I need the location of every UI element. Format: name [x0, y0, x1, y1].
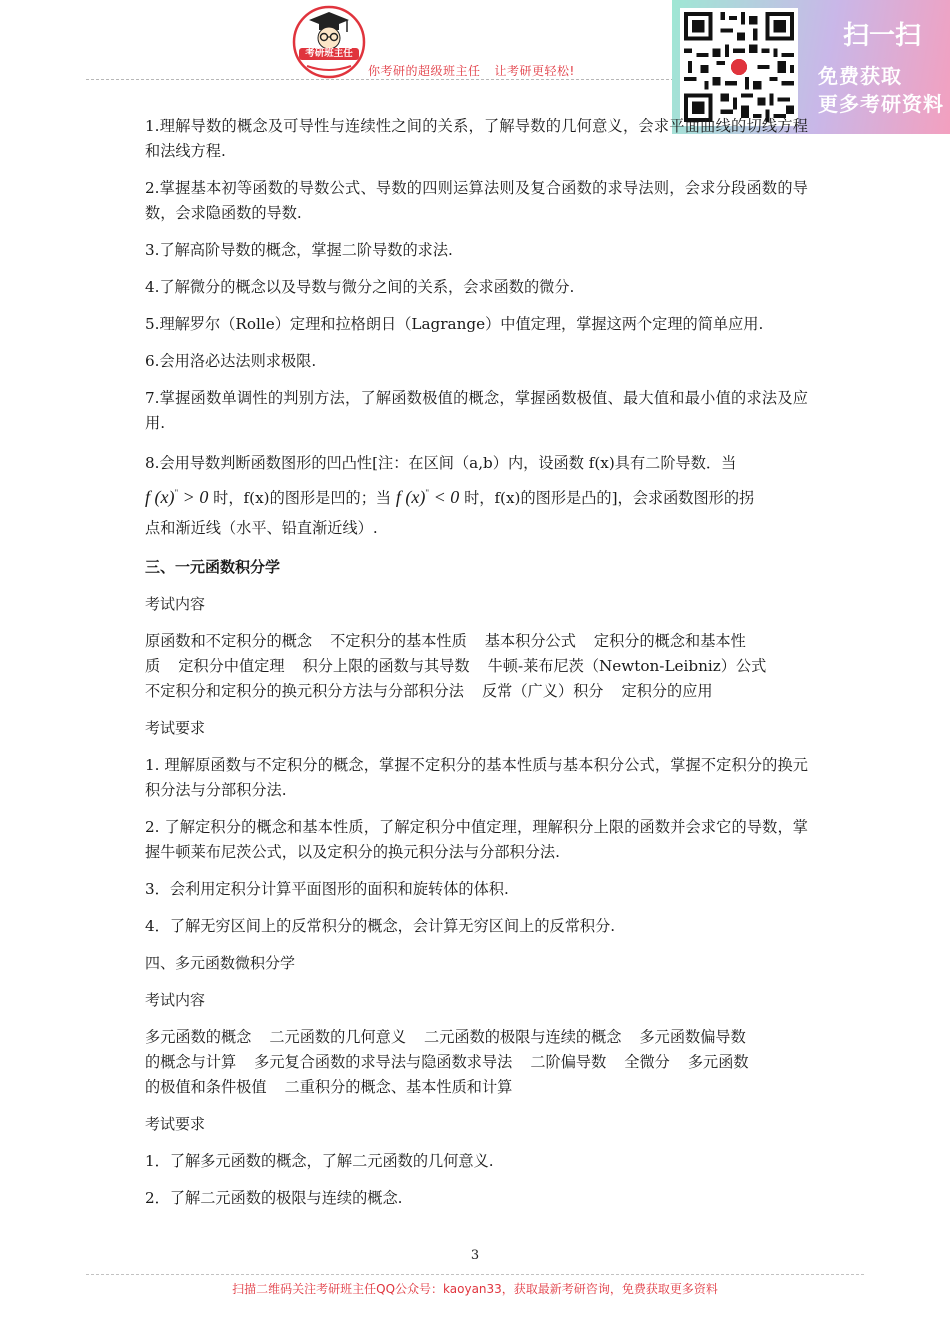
list-item: 3．会利用定积分计算平面图形的面积和旋转体的体积. [145, 880, 509, 898]
topic-row: 的极值和条件极值 二重积分的概念、基本性质和计算 [145, 1078, 513, 1096]
item8-line3: 点和渐近线（水平、铅直渐近线）. [145, 519, 378, 537]
section-heading: 三、一元函数积分学 [145, 558, 281, 576]
footer-divider [86, 1274, 864, 1275]
item8-line1: 8.会用导数判断函数图形的凹凸性[注：在区间（a,b）内，设函数 f(x)具有二阶导数．当 [145, 454, 737, 472]
topic-list [145, 1025, 808, 1100]
subsection-label: 考试要求 [145, 719, 206, 737]
qr-code-icon[interactable] [680, 8, 798, 126]
list-item: 2．了解二元函数的极限与连续的概念. [145, 1189, 403, 1207]
brand-logo [291, 4, 367, 80]
promo-scan-label: 扫一扫 [842, 21, 921, 51]
section-heading: 四、多元函数微积分学 [145, 954, 296, 972]
list-item: 5.理解罗尔（Rolle）定理和拉格朗日（Lagrange）中值定理，掌握这两个定理的简单应用. [145, 315, 764, 333]
header-slogan [368, 62, 589, 79]
document-body [145, 114, 808, 1223]
second-derivative-expr-2: f (x)" < 0 [395, 487, 460, 507]
list-item: 4．了解无穷区间上的反常积分的概念，会计算无穷区间上的反常积分. [145, 917, 616, 935]
subsection-label: 考试内容 [145, 991, 206, 1009]
list-item: 4.了解微分的概念以及导数与微分之间的关系，会求函数的微分. [145, 278, 575, 296]
list-item: 1.理解导数的概念及可导性与连续性之间的关系，了解导数的几何意义，会求平面曲线的切线方程和法线方程. [145, 117, 808, 160]
topic-row: 的概念与计算 多元复合函数的求导法与隐函数求导法 二阶偏导数 全微分 多元函数 [145, 1053, 749, 1071]
list-item: 1. 理解原函数与不定积分的概念，掌握不定积分的基本性质与基本积分公式，掌握不定积分的换元积分法与分部积分法. [145, 756, 808, 799]
topic-row: 质 定积分中值定理 积分上限的函数与其导数 牛顿-莱布尼茨（Newton-Leibniz）公式 [145, 657, 767, 675]
topic-row: 不定积分和定积分的换元积分方法与分部积分法 反常（广义）积分 定积分的应用 [145, 682, 713, 700]
topic-row: 多元函数的概念 二元函数的几何意义 二元函数的极限与连续的概念 多元函数偏导数 [145, 1028, 746, 1046]
list-item: 7.掌握函数单调性的判别方法，了解函数极值的概念，掌握函数极值、最大值和最小值的求法及应用. [145, 389, 808, 432]
list-item: 6.会用洛必达法则求极限. [145, 352, 317, 370]
subsection-label: 考试要求 [145, 1115, 206, 1133]
footer-note: 扫描二维码关注考研班主任QQ公众号：kaoyan33，获取最新考研咨询，免费获取更多资料 [232, 1282, 718, 1296]
subsection-label: 考试内容 [145, 595, 206, 613]
second-derivative-expr-1: f (x)" > 0 [145, 487, 209, 507]
list-item: 2. 了解定积分的概念和基本性质，了解定积分中值定理，理解积分上限的函数并会求它的导数，掌握牛顿莱布尼茨公式，以及定积分的换元积分法与分部积分法. [145, 818, 808, 861]
list-item-concavity [145, 448, 808, 543]
promo-line-1: 免费获取 [818, 64, 902, 88]
item8-part3: 时，f(x)的图形是凸的]，会求函数图形的拐 [464, 489, 755, 507]
topic-row: 原函数和不定积分的概念 不定积分的基本性质 基本积分公式 定积分的概念和基本性 [145, 632, 746, 650]
list-item: 2.掌握基本初等函数的导数公式、导数的四则运算法则及复合函数的求导法则，会求分段函数的导数，会求隐函数的导数. [145, 179, 808, 222]
topic-list [145, 629, 808, 704]
slogan-part-2: 让考研更轻松! [494, 64, 575, 78]
promo-line-2: 更多考研资料 [818, 92, 944, 116]
slogan-part-1: 你考研的超级班主任 [368, 64, 481, 78]
item8-part2: 时，f(x)的图形是凹的；当 [213, 489, 392, 507]
list-item: 1．了解多元函数的概念，了解二元函数的几何意义. [145, 1152, 494, 1170]
logo-text: 考研班主任 [305, 48, 353, 59]
page-number: 3 [470, 1248, 480, 1263]
list-item: 3.了解高阶导数的概念，掌握二阶导数的求法. [145, 241, 453, 259]
